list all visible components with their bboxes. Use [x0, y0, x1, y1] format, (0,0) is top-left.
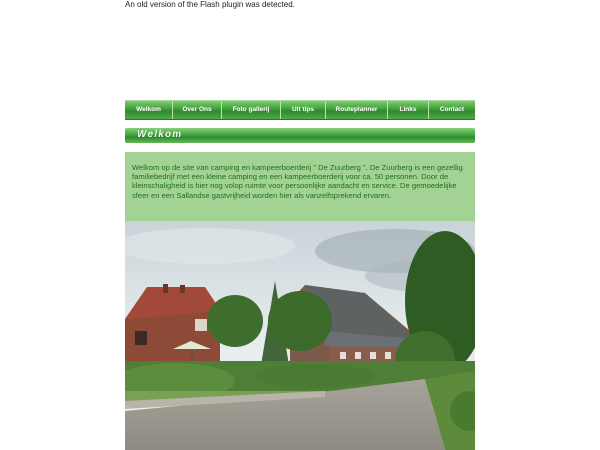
main-navigation — [125, 100, 475, 120]
section-title: Welkom — [137, 129, 183, 140]
nav-item-over-ons[interactable]: Over Ons — [173, 101, 222, 119]
flash-plugin-notice: An old version of the Flash plugin was detected. — [125, 0, 295, 9]
farm-photo — [125, 221, 475, 450]
nav-item-foto-gallerij[interactable]: Foto gallerij — [222, 101, 281, 119]
nav-item-links[interactable]: Links — [388, 101, 429, 119]
intro-text-block: Welkom op de site van camping en kampeerboerderij " De Zuurberg ". De Zuurberg is een gezellig familiebedrijf met een kleine camping en een kampeerboerderij voor ca. 50 personen. Door de kleinschaligheid is hier nog volop ruimte voor persoonlijke aandacht en service. De gemoedelijke sfeer en een Sallandse gastvrijheid worden hier als vanzelfsprekend ervaren. — [125, 152, 475, 221]
nav-item-contact[interactable]: Contact — [439, 106, 465, 113]
section-header-bar — [125, 128, 475, 143]
nav-item-uit-tips[interactable]: Uit tips — [281, 101, 326, 119]
nav-item-welkom[interactable]: Welkom — [125, 101, 173, 119]
farm-photo-illustration — [125, 221, 475, 450]
nav-item-routeplanner[interactable]: Routeplanner — [326, 101, 388, 119]
